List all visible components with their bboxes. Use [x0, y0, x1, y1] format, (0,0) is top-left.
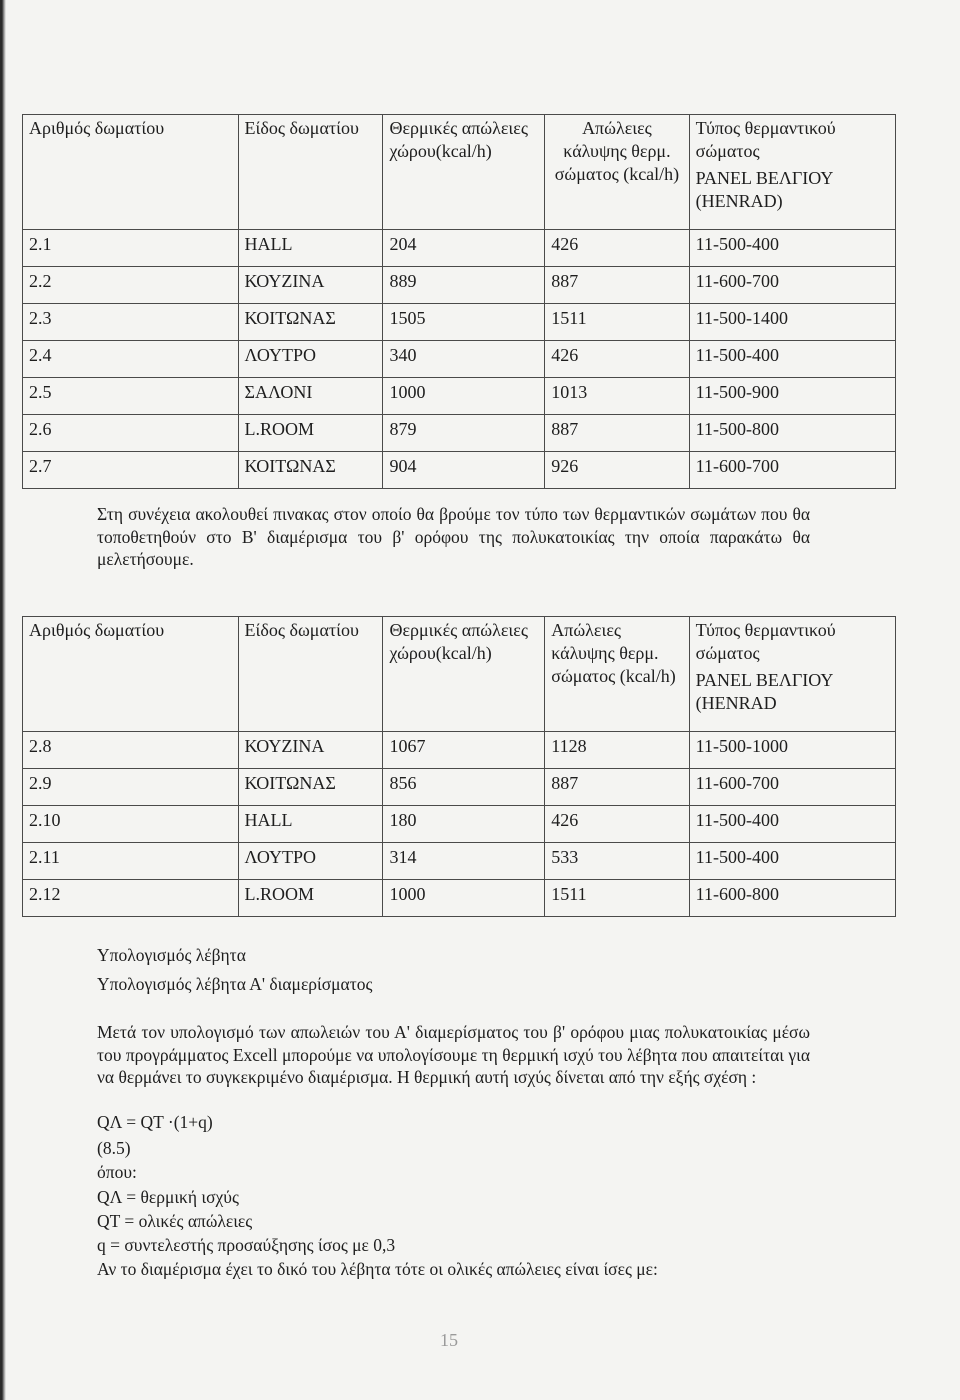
cell-space-heat-loss: 204	[383, 230, 545, 267]
equation-number: (8.5)	[97, 1138, 131, 1158]
definition-q: q = συντελεστής προσαύξησης ίσος με 0,3	[97, 1235, 396, 1255]
table-row	[23, 880, 896, 917]
cell-radiator-type: 11-500-400	[689, 806, 895, 843]
cell-radiator-type: 11-600-800	[689, 880, 895, 917]
header-radiator-coverage-loss: Απώλειες κάλυψης θερμ. σώματος (kcal/h)	[545, 115, 689, 230]
intro-paragraph: Στη συνέχεια ακολουθεί πινακας στον οποίο θα βρούμε τον τύπο των θερμαντικών σωμάτων που θα τοποθετηθούν στο Β' διαμέρισμα του β' ορόφου της πολυκατοικίας την οποία παρακάτω θα μελετήσουμε.	[97, 504, 810, 569]
cell-space-heat-loss: 340	[383, 341, 545, 378]
cell-radiator-coverage-loss: 533	[545, 843, 689, 880]
cell-space-heat-loss: 1000	[383, 880, 545, 917]
header-room-number: Αριθμός δωματίου	[23, 617, 239, 732]
cell-radiator-coverage-loss: 887	[545, 769, 689, 806]
cell-room-number: 2.6	[23, 415, 239, 452]
cell-radiator-type: 11-600-700	[689, 452, 895, 489]
cell-radiator-type: 11-500-1400	[689, 304, 895, 341]
cell-space-heat-loss: 879	[383, 415, 545, 452]
cell-room-type: L.ROOM	[238, 880, 383, 917]
scan-edge	[0, 0, 6, 1400]
cell-radiator-coverage-loss: 1511	[545, 880, 689, 917]
cell-space-heat-loss: 1505	[383, 304, 545, 341]
cell-room-type: ΚΟΥΖΙΝΑ	[238, 732, 383, 769]
table-row	[23, 378, 896, 415]
header-room-type: Είδος δωματίου	[238, 617, 383, 732]
where-label: όπου:	[97, 1162, 137, 1182]
table-row	[23, 304, 896, 341]
page-number: 15	[440, 1330, 458, 1350]
definition-q-t: QT = ολικές απώλειες	[97, 1211, 253, 1231]
cell-room-number: 2.4	[23, 341, 239, 378]
table-header-row	[23, 617, 896, 732]
table-row	[23, 769, 896, 806]
table-row	[23, 341, 896, 378]
table-row	[23, 806, 896, 843]
cell-room-number: 2.12	[23, 880, 239, 917]
formula: QΛ = QT ·(1+q)	[97, 1112, 213, 1132]
cell-room-type: ΛΟΥΤΡΟ	[238, 341, 383, 378]
radiator-brand: PANEL ΒΕΛΓΙΟΥ (HENRAD	[695, 670, 833, 713]
cell-room-number: 2.9	[23, 769, 239, 806]
cell-space-heat-loss: 889	[383, 267, 545, 304]
cell-radiator-type: 11-500-400	[689, 230, 895, 267]
cell-room-type: ΚΟΙΤΩΝΑΣ	[238, 304, 383, 341]
table-row	[23, 732, 896, 769]
table-row	[23, 415, 896, 452]
cell-room-number: 2.10	[23, 806, 239, 843]
cell-radiator-coverage-loss: 426	[545, 806, 689, 843]
cell-space-heat-loss: 904	[383, 452, 545, 489]
cell-radiator-type: 11-500-900	[689, 378, 895, 415]
cell-space-heat-loss: 856	[383, 769, 545, 806]
table-row	[23, 267, 896, 304]
cell-room-number: 2.7	[23, 452, 239, 489]
cell-room-type: ΣΑΛΟΝΙ	[238, 378, 383, 415]
cell-room-number: 2.5	[23, 378, 239, 415]
header-space-heat-loss: Θερμικές απώλειες χώρου(kcal/h)	[383, 617, 545, 732]
definition-q-lambda: QΛ = θερμική ισχύς	[97, 1187, 239, 1207]
table-row	[23, 843, 896, 880]
cell-radiator-type: 11-500-1000	[689, 732, 895, 769]
section-title: Υπολογισμός λέβητα	[97, 945, 246, 965]
cell-space-heat-loss: 1000	[383, 378, 545, 415]
cell-radiator-coverage-loss: 426	[545, 230, 689, 267]
cell-radiator-coverage-loss: 426	[545, 341, 689, 378]
cell-radiator-coverage-loss: 1511	[545, 304, 689, 341]
subsection-title: Υπολογισμός λέβητα Α' διαμερίσματος	[97, 974, 373, 994]
header-radiator-type: Τύπος θερμαντικού σώματος PANEL ΒΕΛΓΙΟΥ (HENRAD)	[689, 115, 895, 230]
cell-room-number: 2.11	[23, 843, 239, 880]
cell-radiator-coverage-loss: 887	[545, 267, 689, 304]
cell-radiator-coverage-loss: 1013	[545, 378, 689, 415]
table-row	[23, 452, 896, 489]
cell-space-heat-loss: 180	[383, 806, 545, 843]
cell-radiator-coverage-loss: 887	[545, 415, 689, 452]
cell-room-number: 2.1	[23, 230, 239, 267]
cell-radiator-type: 11-600-700	[689, 769, 895, 806]
cell-room-number: 2.8	[23, 732, 239, 769]
header-room-type: Είδος δωματίου	[238, 115, 383, 230]
cell-radiator-coverage-loss: 926	[545, 452, 689, 489]
cell-radiator-coverage-loss: 1128	[545, 732, 689, 769]
cell-space-heat-loss: 314	[383, 843, 545, 880]
cell-room-number: 2.3	[23, 304, 239, 341]
cell-radiator-type: 11-500-800	[689, 415, 895, 452]
radiator-brand: PANEL ΒΕΛΓΙΟΥ (HENRAD)	[695, 168, 833, 211]
cell-room-type: ΚΟΥΖΙΝΑ	[238, 267, 383, 304]
cell-room-number: 2.2	[23, 267, 239, 304]
cell-room-type: HALL	[238, 230, 383, 267]
table-row	[23, 230, 896, 267]
cell-room-type: L.ROOM	[238, 415, 383, 452]
cell-room-type: ΚΟΙΤΩΝΑΣ	[238, 452, 383, 489]
heat-loss-table-apartment-b	[22, 616, 896, 917]
cell-room-type: HALL	[238, 806, 383, 843]
cell-room-type: ΛΟΥΤΡΟ	[238, 843, 383, 880]
cell-radiator-type: 11-500-400	[689, 341, 895, 378]
heat-loss-table-apartment-a	[22, 114, 896, 489]
header-space-heat-loss: Θερμικές απώλειες χώρου(kcal/h)	[383, 115, 545, 230]
cell-room-type: ΚΟΙΤΩΝΑΣ	[238, 769, 383, 806]
table-header-row	[23, 115, 896, 230]
cell-radiator-type: 11-500-400	[689, 843, 895, 880]
cell-radiator-type: 11-600-700	[689, 267, 895, 304]
header-radiator-type: Τύπος θερμαντικού σώματος PANEL ΒΕΛΓΙΟΥ (HENRAD	[689, 617, 895, 732]
final-line: Αν το διαμέρισμα έχει το δικό του λέβητα τότε οι ολικές απώλειες είναι ίσες με:	[97, 1259, 658, 1279]
header-radiator-coverage-loss: Απώλειες κάλυψης θερμ. σώματος (kcal/h)	[545, 617, 689, 732]
body-paragraph: Μετά τον υπολογισμό των απωλειών του Α' διαμερίσματος του β' ορόφου μιας πολυκατοικίας μέσω του προγράμματος Excell μπορούμε να υπολογίσουμε τη θερμική ισχύ του λέβητα που απαιτείται για να θερμάνει το συγκεκριμένο διαμέρισμα. Η θερμική αυτή ισχύς δίνεται από την εξής σχέση :	[97, 1022, 810, 1087]
cell-space-heat-loss: 1067	[383, 732, 545, 769]
header-room-number: Αριθμός δωματίου	[23, 115, 239, 230]
